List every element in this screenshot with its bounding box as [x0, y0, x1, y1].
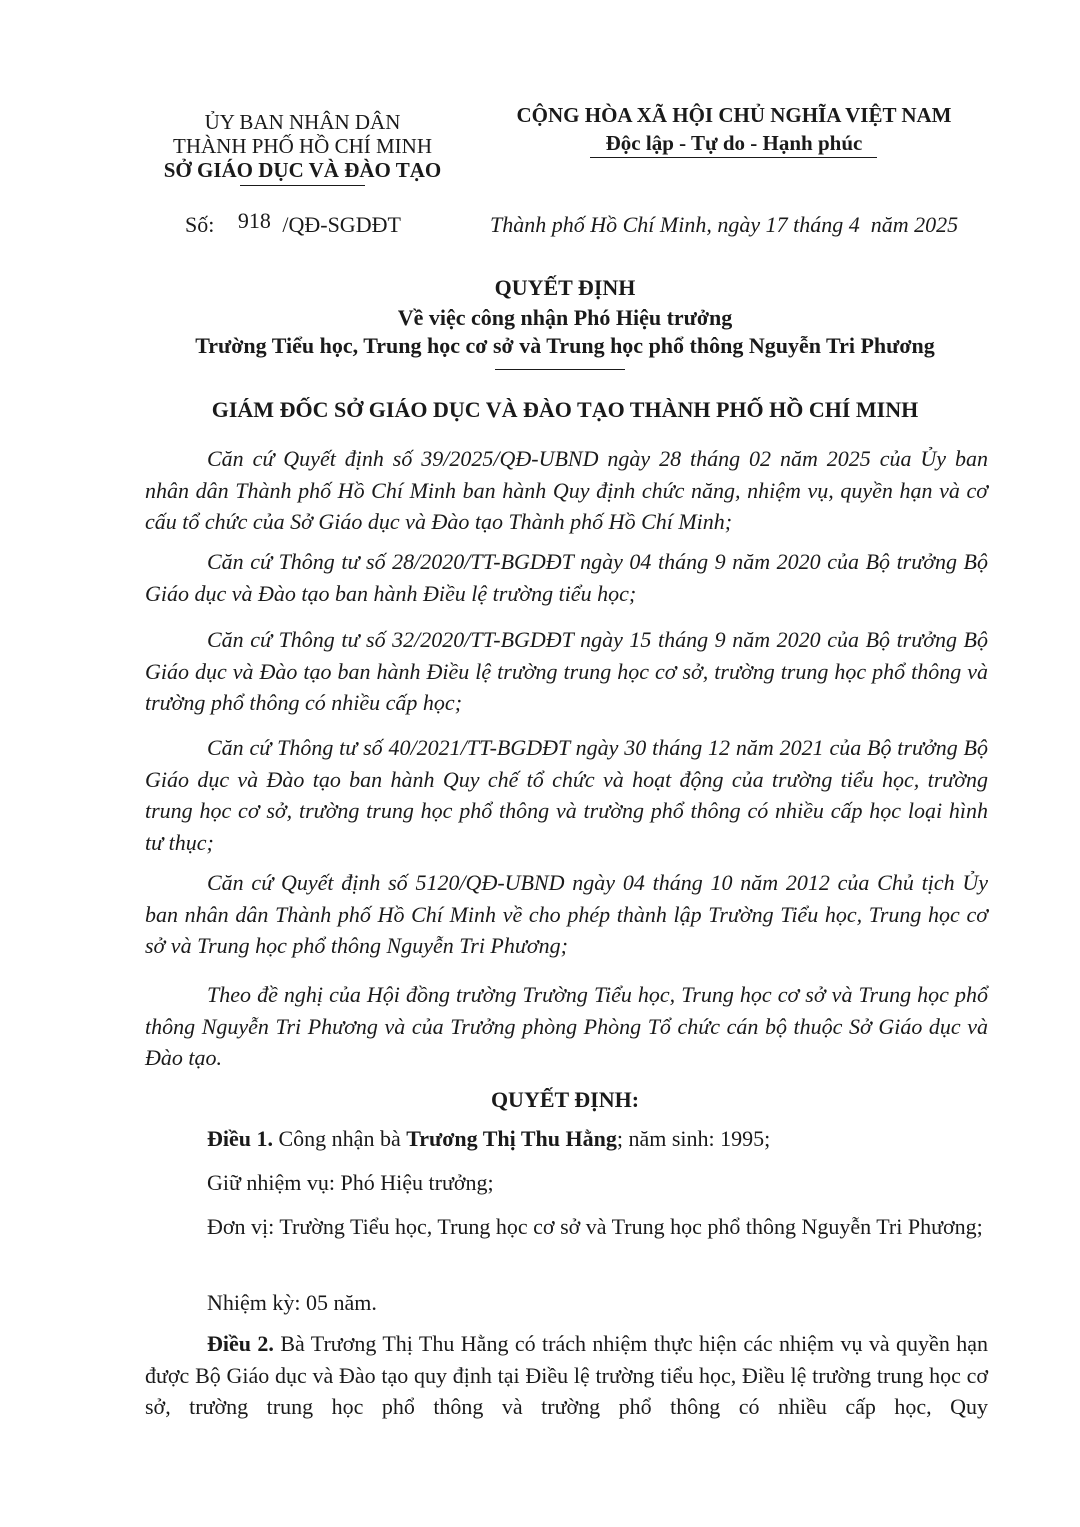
article-1-unit-text: Đơn vị: Trường Tiểu học, Trung học cơ sở và Trung học phổ thông Nguyễn Tri Phương;	[207, 1214, 983, 1239]
issuer-underline	[240, 185, 365, 186]
title-school: Trường Tiểu học, Trung học cơ sở và Trung học phổ thông Nguyễn Tri Phương	[195, 333, 935, 358]
issuer-department: SỞ GIÁO DỤC VÀ ĐÀO TẠO	[163, 158, 442, 182]
article-2	[145, 1328, 994, 1423]
proposal	[145, 979, 988, 1074]
appointee-name: Trương Thị Thu Hằng	[406, 1126, 617, 1151]
national-motto: Độc lập - Tự do - Hạnh phúc	[605, 131, 863, 155]
national-header	[495, 103, 973, 155]
basis-2	[145, 546, 988, 609]
proposal-text: Theo đề nghị của Hội đồng trường Trường Tiểu học, Trung học cơ sở và Trung học phổ thông Nguyễn Tri Phương và của Trưởng phòng Phòng Tổ chức cán bộ thuộc Sở Giáo dục và Đào tạo.	[145, 982, 988, 1070]
issuer-line-2: THÀNH PHỐ HỒ CHÍ MINH	[173, 134, 432, 158]
motto-underline	[590, 157, 877, 158]
document-number	[185, 208, 401, 238]
basis-5	[145, 867, 988, 962]
article-1-label: Điều 1.	[207, 1126, 273, 1151]
basis-4	[145, 732, 988, 858]
basis-2-text: Căn cứ Thông tư số 28/2020/TT-BGDĐT ngày 04 tháng 9 năm 2020 của Bộ trưởng Bộ Giáo dục và Đào tạo ban hành Điều lệ trường tiểu học;	[145, 549, 988, 606]
basis-3-text: Căn cứ Thông tư số 32/2020/TT-BGDĐT ngày 15 tháng 9 năm 2020 của Bộ trưởng Bộ Giáo dục và Đào tạo ban hành Điều lệ trường trung học cơ sở, trường trung học phổ thông và trường phổ thông có nhiều cấp học;	[145, 627, 988, 715]
article-1-birth: ; năm sinh: 1995;	[616, 1126, 771, 1151]
doc-number-suffix: /QĐ-SGDĐT	[282, 212, 401, 237]
basis-5-text: Căn cứ Quyết định số 5120/QĐ-UBND ngày 04 tháng 10 năm 2012 của Chủ tịch Ủy ban nhân dân Thành phố Hồ Chí Minh về cho phép thành lập Trường Tiểu học, Trung học cơ sở và Trung học phổ thông Nguyễn Tri Phương;	[145, 870, 988, 958]
article-2-text: Bà Trương Thị Thu Hằng có trách nhiệm thực hiện các nhiệm vụ và quyền hạn được Bộ Giáo dục và Đào tạo quy định tại Điều lệ trường tiểu học, Điều lệ trường trung học cơ sở, trường trung học phổ thông và trường phổ thông có nhiều cấp học, Quy	[145, 1331, 994, 1419]
place-date: Thành phố Hồ Chí Minh, ngày 17 tháng 4 năm 2025	[490, 212, 959, 237]
decision-heading: QUYẾT ĐỊNH:	[490, 1087, 640, 1112]
basis-1-text: Căn cứ Quyết định số 39/2025/QĐ-UBND ngày 28 tháng 02 năm 2025 của Ủy ban nhân dân Thành phố Hồ Chí Minh ban hành Quy định chức năng, nhiệm vụ, quyền hạn và cơ cấu tổ chức của Sở Giáo dục và Đào tạo Thành phố Hồ Chí Minh;	[145, 446, 988, 534]
article-1-duty: Giữ nhiệm vụ: Phó Hiệu trưởng;	[207, 1170, 494, 1195]
article-1-term: Nhiệm kỳ: 05 năm.	[207, 1290, 377, 1315]
title-subject: Về việc công nhận Phó Hiệu trưởng	[397, 305, 733, 330]
national-title: CỘNG HÒA XÃ HỘI CHỦ NGHĨA VIỆT NAM	[516, 103, 952, 127]
title-heading: QUYẾT ĐỊNH	[494, 275, 636, 300]
basis-3	[145, 624, 988, 719]
title-underline	[495, 369, 625, 370]
decision-title	[0, 275, 1080, 359]
article-1-unit	[145, 1211, 988, 1243]
article-1	[207, 1124, 770, 1154]
article-1-intro: Công nhận bà	[273, 1126, 407, 1151]
doc-number-prefix: Số:	[185, 212, 215, 237]
doc-number-value: 918	[237, 208, 271, 233]
authority: GIÁM ĐỐC SỞ GIÁO DỤC VÀ ĐÀO TẠO THÀNH PHỐ HỒ CHÍ MINH	[211, 397, 919, 422]
basis-4-text: Căn cứ Thông tư số 40/2021/TT-BGDĐT ngày 30 tháng 12 năm 2021 của Bộ trưởng Bộ Giáo dục và Đào tạo ban hành Quy chế tổ chức và hoạt động của trường tiểu học, trường trung học cơ sở, trường trung học phổ thông và trường phổ thông có nhiều cấp học loại hình tư thục;	[145, 735, 988, 855]
issuer-block	[125, 110, 480, 182]
issuer-line-1: ỦY BAN NHÂN DÂN	[204, 110, 401, 134]
basis-1	[145, 443, 988, 538]
article-2-label: Điều 2.	[207, 1331, 274, 1356]
